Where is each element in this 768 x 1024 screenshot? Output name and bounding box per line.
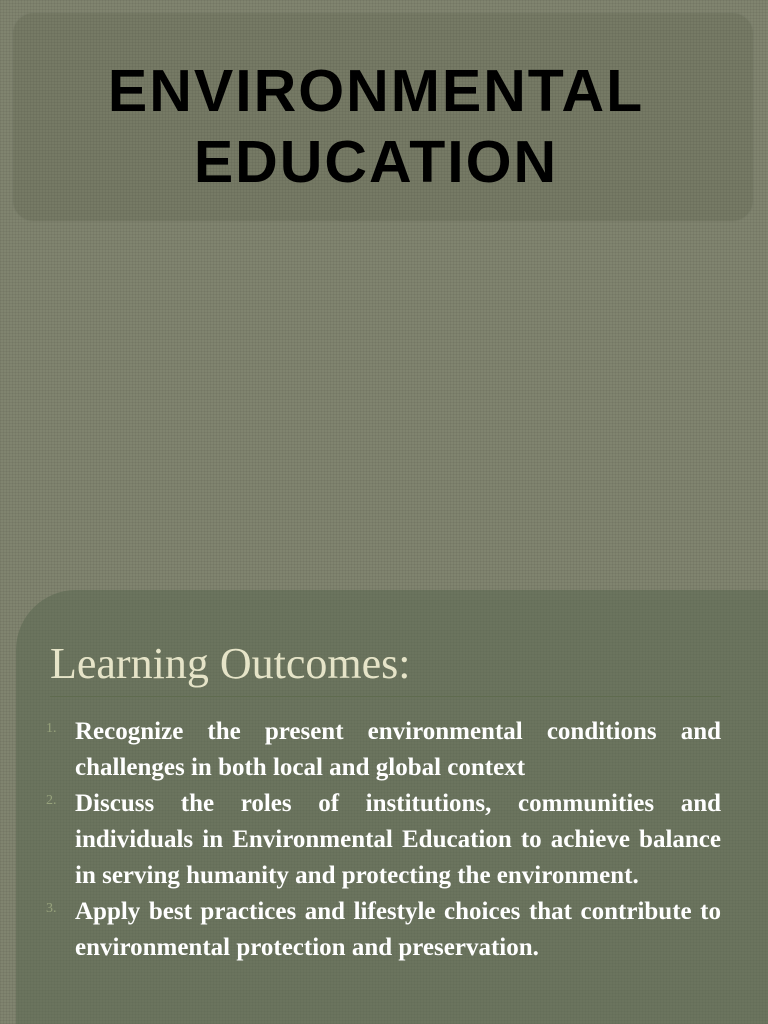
title-line-1: ENVIRONMENTAL bbox=[107, 58, 645, 124]
title-line-2: EDUCATION bbox=[193, 129, 559, 195]
outcome-number: 2. bbox=[46, 793, 57, 808]
outcome-text: Recognize the present environmental conditions and challenges in both local and global context bbox=[75, 718, 721, 781]
outcome-text: Discuss the roles of institutions, communities and individuals in Environmental Education to achieve balance in serving humanity and protecting the environment. bbox=[75, 790, 721, 889]
outcome-number: 1. bbox=[46, 721, 57, 736]
outcome-item-1 bbox=[30, 714, 721, 786]
outcomes-slide bbox=[0, 590, 768, 1024]
outcome-item-3 bbox=[30, 894, 721, 966]
slide-title bbox=[0, 56, 752, 198]
heading-divider bbox=[50, 696, 721, 697]
outcome-item-2 bbox=[30, 786, 721, 894]
outcomes-list bbox=[30, 714, 721, 966]
outcome-number: 3. bbox=[46, 901, 57, 916]
outcome-text: Apply best practices and lifestyle choices that contribute to environmental protection and preservation. bbox=[75, 898, 721, 961]
outcomes-heading: Learning Outcomes: bbox=[50, 639, 411, 688]
